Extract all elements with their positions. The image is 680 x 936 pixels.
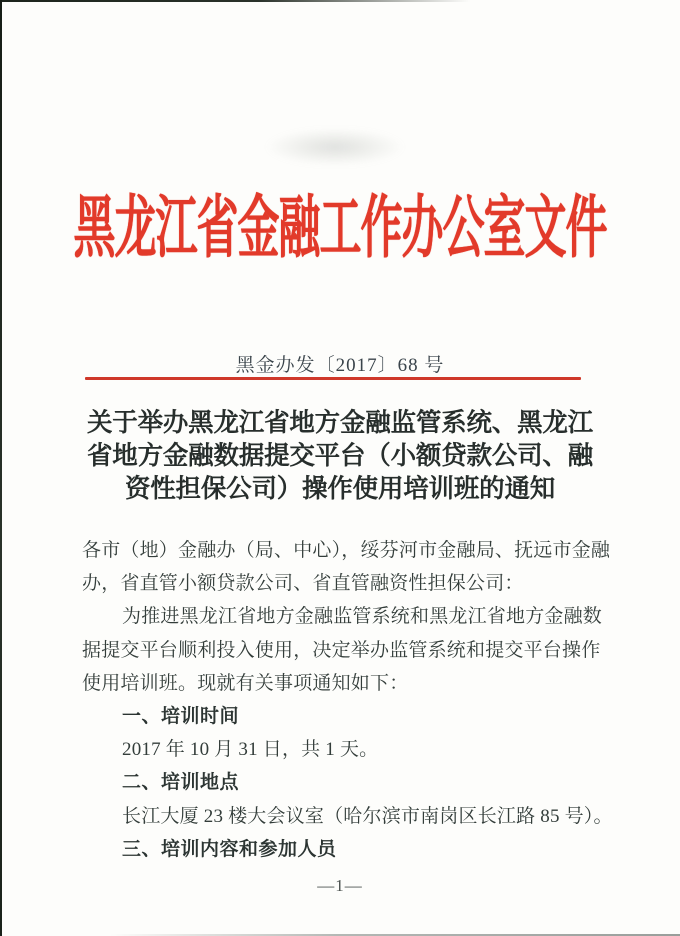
section-heading-training-content: 三、培训内容和参加人员: [122, 838, 337, 860]
page-number: —1—: [317, 876, 363, 895]
notice-title-line-1: 关于举办黑龙江省地方金融监管系统、黑龙江: [86, 408, 593, 437]
scan-smudge-artifact: [265, 128, 405, 166]
body-line: 办，省直管小额贷款公司、省直管融资性担保公司：: [82, 573, 524, 595]
body-line: 为推进黑龙江省地方金融监管系统和黑龙江省地方金融数: [122, 606, 603, 628]
document-number: 黑金办发〔2017〕68 号: [235, 355, 445, 376]
body-line: 据提交平台顺利投入使用，决定举办监管系统和提交平台操作: [82, 639, 601, 661]
body-line: 各市（地）金融办（局、中心），绥芬河市金融局、抚远市金融: [82, 540, 611, 561]
document-body: [82, 534, 613, 866]
scan-edge-left: [0, 0, 2, 936]
body-line: 长江大厦 23 楼大会议室（哈尔滨市南岗区长江路 85 号）。: [122, 805, 613, 827]
scan-edge-top: [0, 0, 470, 2]
body-line: 2017 年 10 月 31 日，共 1 天。: [122, 739, 379, 761]
red-masthead-title: 黑龙江省金融工作办公室文件: [73, 192, 607, 268]
body-line: 使用培训班。现就有关事项通知如下：: [82, 672, 409, 694]
notice-title-line-3: 资性担保公司）操作使用培训班的通知: [124, 474, 556, 503]
red-divider-rule: [85, 377, 581, 380]
notice-title-line-2: 省地方金融数据提交平台（小额贷款公司、融: [86, 441, 593, 470]
section-heading-training-time: 一、培训时间: [122, 705, 240, 727]
notice-title: [42, 406, 638, 505]
section-heading-training-place: 二、培训地点: [122, 772, 240, 794]
